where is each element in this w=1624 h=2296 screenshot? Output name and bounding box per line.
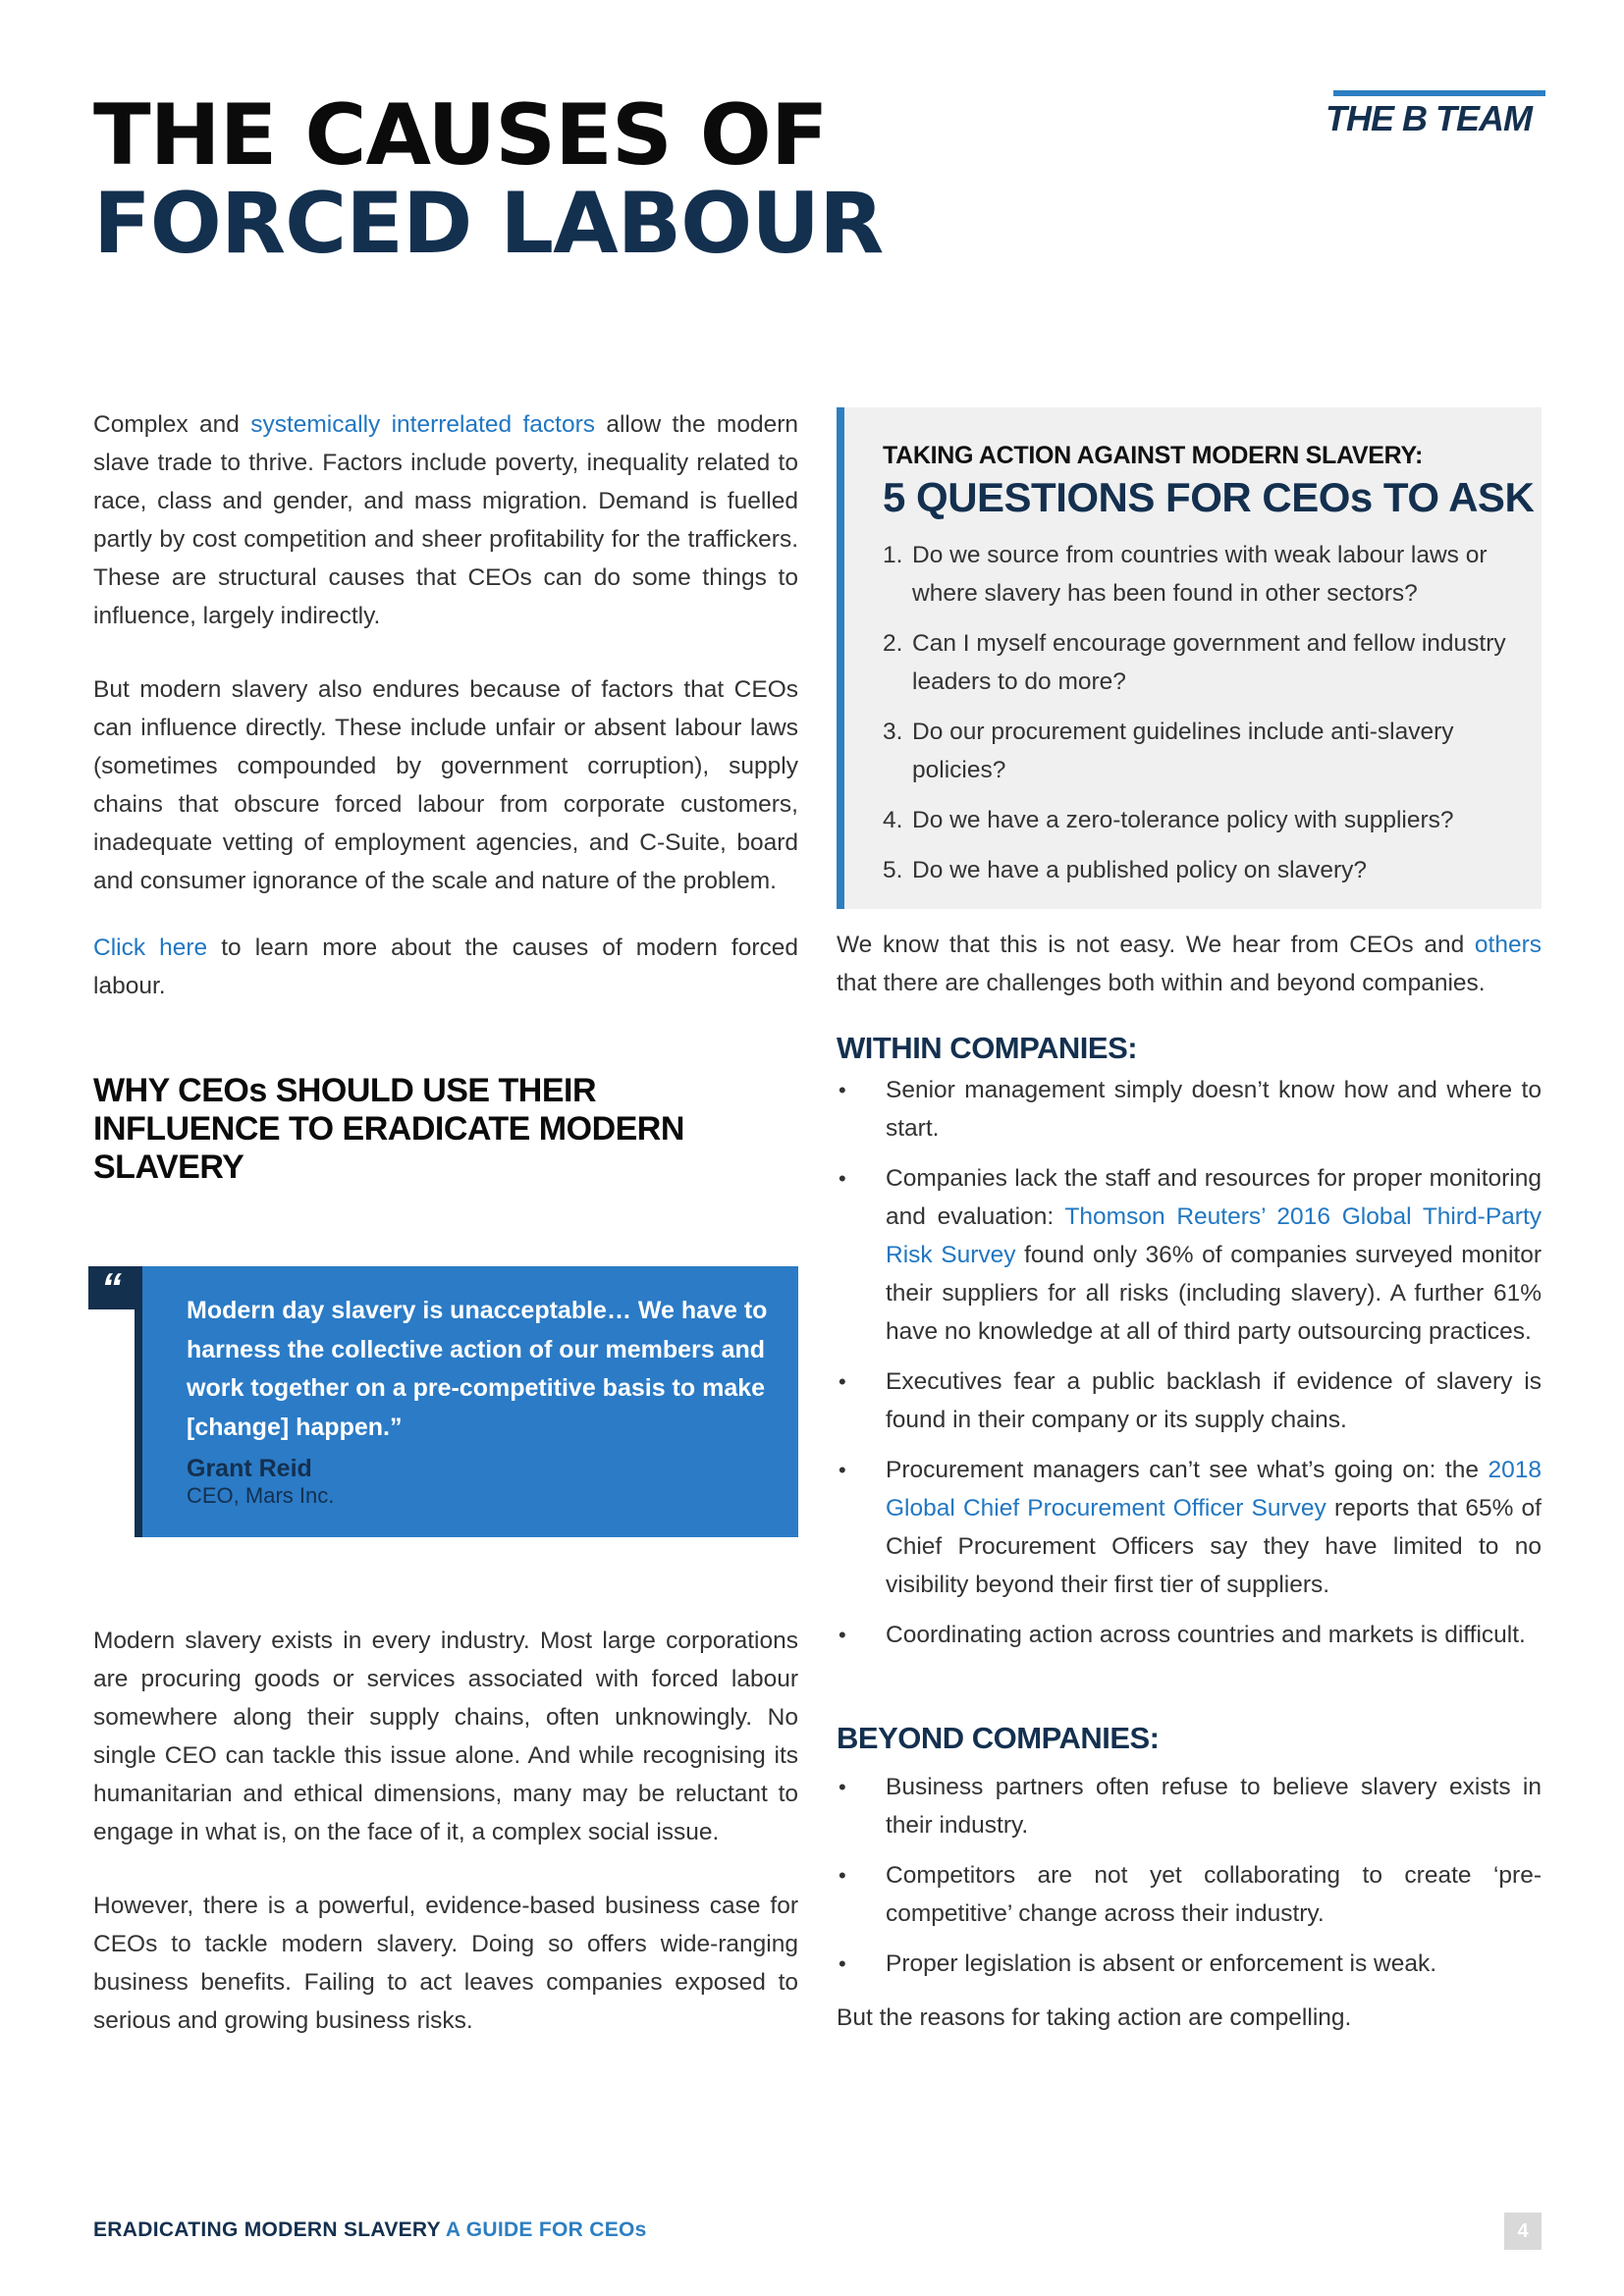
- quote-author: Grant Reid: [187, 1455, 312, 1482]
- quote-text: Modern day slavery is unacceptable… We have to harness the collective action of our members and work together on a pre-competitive basis to make [change] happen.”: [187, 1297, 768, 1441]
- question-item: 5. Do we have a published policy on slavery?: [883, 857, 1368, 883]
- systemic-factors-link[interactable]: systemically interrelated factors: [250, 411, 596, 438]
- question-item: 4. Do we have a zero-tolerance policy with suppliers?: [883, 807, 1454, 833]
- direct-influence-paragraph: But modern slavery also endures because of factors that CEOs can influence directly. These include unfair or absent labour laws (sometimes compounded by government corruption), supply chains that obscure forced labour from corporate customers, inadequate vetting of employment agencies, and C-Suite, board and consumer ignorance of the scale and nature of the problem.: [93, 676, 798, 894]
- question-item: 2. Can I myself encourage government and fellow industry leaders to do more?: [883, 630, 1506, 695]
- questions-box-title: 5 QUESTIONS FOR CEOs TO ASK: [883, 474, 1535, 520]
- questions-list: [883, 536, 1521, 901]
- page-title-line-2: FORCED LABOUR: [93, 175, 884, 273]
- page-title-line-1: THE CAUSES OF: [93, 86, 828, 185]
- list-item: • Companies lack the staff and resources for proper monitoring and evaluation: Thomson Reuters’ 2016 Global Third-Party Risk Survey found only 36% of companies surveyed monitor their suppliers for all risks (including slavery). A further 61% have no knowledge at all of third party outsourcing practices.: [839, 1165, 1542, 1345]
- list-item: • Coordinating action across countries and markets is difficult.: [839, 1622, 1526, 1648]
- thomson-reuters-survey-link[interactable]: Thomson Reuters’ 2016 Global Third-Party Risk Survey: [886, 1203, 1542, 1268]
- learn-more-paragraph: Click here to learn more about the causes of modern forced labour.: [93, 934, 798, 999]
- list-item: • Proper legislation is absent or enforcement is weak.: [839, 1950, 1437, 1977]
- questions-box-kicker: TAKING ACTION AGAINST MODERN SLAVERY:: [883, 442, 1423, 469]
- list-item: • Procurement managers can’t see what’s going on: the 2018 Global Chief Procurement Officer Survey reports that 65% of Chief Procurement Officers say they have limited to no visibility beyond their first tier of suppliers.: [839, 1457, 1542, 1598]
- closing-line: But the reasons for taking action are compelling.: [837, 2004, 1352, 2031]
- cpo-survey-link[interactable]: 2018 Global Chief Procurement Officer Survey: [886, 1457, 1542, 1522]
- questions-box-accent-bar: [837, 407, 844, 909]
- quote-author-role: CEO, Mars Inc.: [187, 1483, 335, 1508]
- why-ceos-heading: WHY CEOs SHOULD USE THEIR INFLUENCE TO ERADICATE MODERN SLAVERY: [93, 1072, 684, 1186]
- within-companies-heading: WITHIN COMPANIES:: [837, 1031, 1138, 1065]
- list-item: • Executives fear a public backlash if evidence of slavery is found in their company or its supply chains.: [839, 1368, 1542, 1433]
- beyond-companies-list: [837, 1768, 1542, 1995]
- list-item: • Business partners often refuse to believe slavery exists in their industry.: [839, 1774, 1542, 1839]
- intro-paragraph: Complex and systemically interrelated factors allow the modern slave trade to thrive. Factors include poverty, inequality related to race, class and gender, and mass migration. Demand is fuelled partly by cost competition and sheer profitability for the traffickers. These are structural causes that CEOs can do some things to influence, largely indirectly.: [93, 411, 798, 629]
- footer-title: ERADICATING MODERN SLAVERY A GUIDE FOR CEOs: [93, 2218, 647, 2241]
- quote-side-bar: [135, 1266, 142, 1537]
- list-item: • Competitors are not yet collaborating to create ‘pre-competitive’ change across their industry.: [839, 1862, 1542, 1927]
- every-industry-paragraph: Modern slavery exists in every industry. Most large corporations are procuring goods or services associated with forced labour somewhere along their supply chains, often unknowingly. No single CEO can tackle this issue alone. And while recognising its humanitarian and ethical dimensions, many may be reluctant to engage in what is, on the face of it, a complex social issue.: [93, 1628, 798, 1845]
- b-team-logo: [1326, 90, 1545, 141]
- within-companies-list: [837, 1071, 1542, 1666]
- quote-mark-icon: “: [88, 1266, 135, 1309]
- logo-text: THE B TEAM: [1326, 98, 1532, 138]
- logo-accent-bar: [1333, 90, 1545, 96]
- click-here-link[interactable]: Click here: [93, 934, 208, 961]
- list-item: • Senior management simply doesn’t know how and where to start.: [839, 1077, 1542, 1142]
- others-link[interactable]: others: [1474, 932, 1542, 958]
- challenges-intro-paragraph: We know that this is not easy. We hear from CEOs and others that there are challenges both within and beyond companies.: [837, 932, 1542, 996]
- beyond-companies-heading: BEYOND COMPANIES:: [837, 1721, 1160, 1755]
- question-item: 3. Do our procurement guidelines include anti-slavery policies?: [883, 719, 1454, 783]
- business-case-paragraph: However, there is a powerful, evidence-based business case for CEOs to tackle modern slavery. Doing so offers wide-ranging business benefits. Failing to act leaves companies exposed to serious and growing business risks.: [93, 1893, 798, 2034]
- page-number: 4: [1504, 2213, 1542, 2250]
- question-item: 1. Do we source from countries with weak labour laws or where slavery has been found in other sectors?: [883, 542, 1488, 607]
